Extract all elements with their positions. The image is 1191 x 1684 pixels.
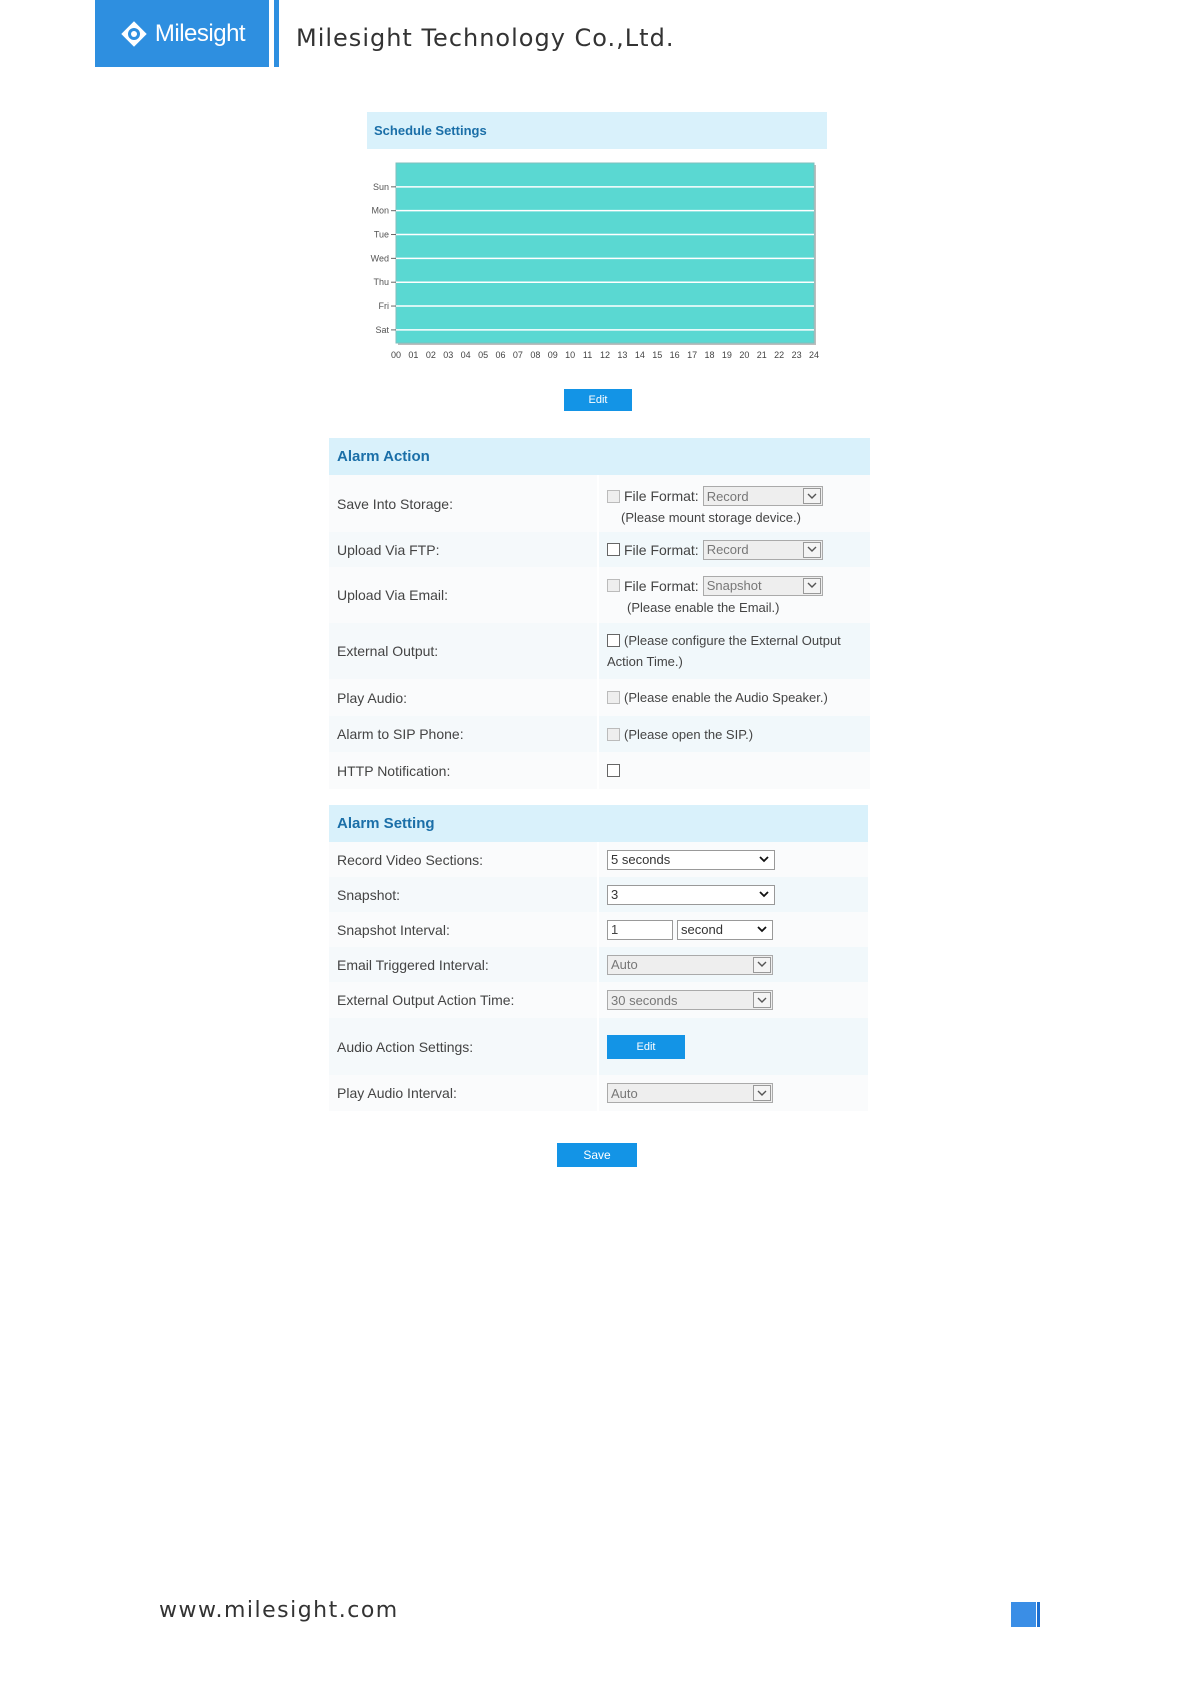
- schedule-edit-button[interactable]: Edit: [564, 389, 632, 411]
- chevron-down-icon: [803, 578, 821, 594]
- alarm-to-sip-note: (Please open the SIP.): [624, 726, 754, 742]
- schedule-settings-title: Schedule Settings: [374, 123, 487, 138]
- alarm-to-sip-label: Alarm to SIP Phone:: [329, 716, 597, 752]
- record-video-sections-row: [329, 842, 868, 877]
- snapshot-interval-input[interactable]: 1: [607, 920, 673, 940]
- hour-label-18: 18: [704, 350, 715, 360]
- snapshot-row: [329, 877, 868, 912]
- save-into-storage-label: Save Into Storage:: [329, 475, 597, 532]
- hour-label-10: 10: [565, 350, 576, 360]
- upload-via-ftp-label: Upload Via FTP:: [329, 532, 597, 567]
- milesight-logo-icon: [119, 19, 149, 49]
- hour-label-20: 20: [739, 350, 750, 360]
- footer-url: www.milesight.com: [159, 1598, 399, 1623]
- day-label-thu: Thu: [373, 277, 389, 288]
- alarm-to-sip-checkbox[interactable]: [607, 728, 620, 741]
- file-format-label: File Format:: [624, 488, 699, 504]
- email-triggered-interval-select[interactable]: Auto: [607, 955, 773, 975]
- chevron-down-icon: [753, 922, 771, 938]
- chevron-down-icon: [753, 992, 771, 1008]
- http-notification-label: HTTP Notification:: [329, 752, 597, 789]
- milesight-logo: [95, 0, 269, 67]
- footer-page-marker-edge: [1037, 1602, 1040, 1627]
- storage-file-format-select[interactable]: Record: [703, 486, 823, 506]
- schedule-fill: [396, 163, 814, 343]
- logo-wordmark: Milesight: [154, 19, 246, 47]
- upload-via-email-row: [329, 567, 870, 623]
- snapshot-interval-unit-select[interactable]: second: [677, 920, 773, 940]
- record-video-sections-label: Record Video Sections:: [329, 842, 597, 877]
- save-into-storage-row: [329, 475, 870, 532]
- play-audio-note: (Please enable the Audio Speaker.): [624, 690, 828, 705]
- file-format-label: File Format:: [624, 577, 699, 594]
- hour-label-07: 07: [512, 350, 523, 360]
- external-output-checkbox[interactable]: [607, 634, 620, 647]
- hour-label-08: 08: [530, 350, 541, 360]
- save-into-storage-checkbox[interactable]: [607, 490, 620, 503]
- alarm-setting-panel: [329, 805, 868, 1111]
- chevron-down-icon: [753, 957, 771, 973]
- alarm-action-title: Alarm Action: [337, 448, 430, 465]
- snapshot-select[interactable]: 3: [607, 885, 775, 905]
- alarm-action-panel: [329, 438, 870, 789]
- storage-note: (Please mount storage device.): [621, 510, 801, 525]
- external-output-label: External Output:: [329, 623, 597, 679]
- chevron-down-icon: [755, 852, 773, 868]
- hour-label-00: 00: [390, 350, 402, 360]
- hour-label-24: 24: [808, 350, 820, 360]
- hour-label-19: 19: [721, 350, 732, 360]
- footer-page-marker: [1011, 1602, 1036, 1627]
- chevron-down-icon: [755, 887, 773, 903]
- chevron-down-icon: [753, 1085, 771, 1101]
- external-output-note-line2: Action Time.): [607, 654, 683, 669]
- day-label-wed: Wed: [370, 253, 389, 264]
- alarm-setting-header: [329, 805, 868, 842]
- audio-action-edit-button[interactable]: Edit: [607, 1035, 685, 1059]
- hour-label-06: 06: [495, 350, 506, 360]
- hour-label-23: 23: [791, 350, 802, 360]
- external-output-action-time-row: [329, 982, 868, 1018]
- hour-label-15: 15: [652, 350, 663, 360]
- play-audio-interval-label: Play Audio Interval:: [329, 1075, 597, 1111]
- schedule-grid[interactable]: [360, 155, 830, 370]
- play-audio-interval-row: [329, 1075, 868, 1111]
- play-audio-checkbox[interactable]: [607, 691, 620, 704]
- company-name: Milesight Technology Co.,Ltd.: [296, 24, 675, 52]
- external-output-action-time-select[interactable]: 30 seconds: [607, 990, 773, 1010]
- day-label-mon: Mon: [371, 205, 389, 216]
- hour-label-12: 12: [599, 350, 611, 360]
- file-format-label: File Format:: [624, 541, 699, 558]
- external-output-note-line1: (Please configure the External Output: [624, 633, 841, 648]
- day-label-sat: Sat: [375, 324, 389, 335]
- day-label-fri: Fri: [378, 301, 389, 312]
- hour-label-22: 22: [774, 350, 785, 360]
- upload-via-ftp-checkbox[interactable]: [607, 543, 620, 556]
- http-notification-checkbox[interactable]: [607, 764, 620, 777]
- hour-label-09: 09: [547, 350, 558, 360]
- hour-label-02: 02: [425, 350, 436, 360]
- chevron-down-icon: [803, 488, 821, 504]
- hour-label-17: 17: [687, 350, 698, 360]
- email-triggered-interval-label: Email Triggered Interval:: [329, 947, 597, 982]
- ftp-file-format-select[interactable]: Record: [703, 540, 823, 560]
- hour-label-01: 01: [408, 350, 419, 360]
- hour-label-21: 21: [756, 350, 767, 360]
- external-output-row: [329, 623, 870, 679]
- record-video-sections-select[interactable]: 5 seconds: [607, 850, 775, 870]
- alarm-to-sip-row: [329, 716, 870, 752]
- hour-label-11: 11: [582, 350, 593, 360]
- hour-label-13: 13: [617, 350, 628, 360]
- alarm-action-header: [329, 438, 870, 475]
- save-button[interactable]: Save: [557, 1143, 637, 1167]
- email-note: (Please enable the Email.): [627, 599, 780, 615]
- snapshot-label: Snapshot:: [329, 877, 597, 912]
- hour-label-03: 03: [443, 350, 454, 360]
- header-divider: [274, 0, 279, 67]
- audio-action-settings-label: Audio Action Settings:: [329, 1018, 597, 1075]
- audio-action-settings-row: [329, 1018, 868, 1075]
- alarm-setting-title: Alarm Setting: [337, 815, 435, 832]
- day-label-sun: Sun: [372, 181, 389, 192]
- upload-via-email-label: Upload Via Email:: [329, 567, 597, 623]
- external-output-action-time-label: External Output Action Time:: [329, 982, 597, 1018]
- schedule-settings-header: [367, 112, 827, 149]
- http-notification-row: [329, 752, 870, 789]
- email-triggered-interval-row: [329, 947, 868, 982]
- upload-via-email-checkbox[interactable]: [607, 579, 620, 592]
- play-audio-row: [329, 679, 870, 716]
- chevron-down-icon: [803, 542, 821, 558]
- day-label-tue: Tue: [373, 229, 389, 240]
- snapshot-interval-row: [329, 912, 868, 947]
- play-audio-interval-select[interactable]: Auto: [607, 1083, 773, 1103]
- hour-label-16: 16: [669, 350, 680, 360]
- upload-via-ftp-row: [329, 532, 870, 567]
- hour-label-14: 14: [634, 350, 645, 360]
- play-audio-label: Play Audio:: [329, 679, 597, 716]
- hour-label-05: 05: [478, 350, 489, 360]
- email-file-format-select[interactable]: Snapshot: [703, 576, 823, 596]
- snapshot-interval-label: Snapshot Interval:: [329, 912, 597, 947]
- hour-label-04: 04: [460, 350, 471, 360]
